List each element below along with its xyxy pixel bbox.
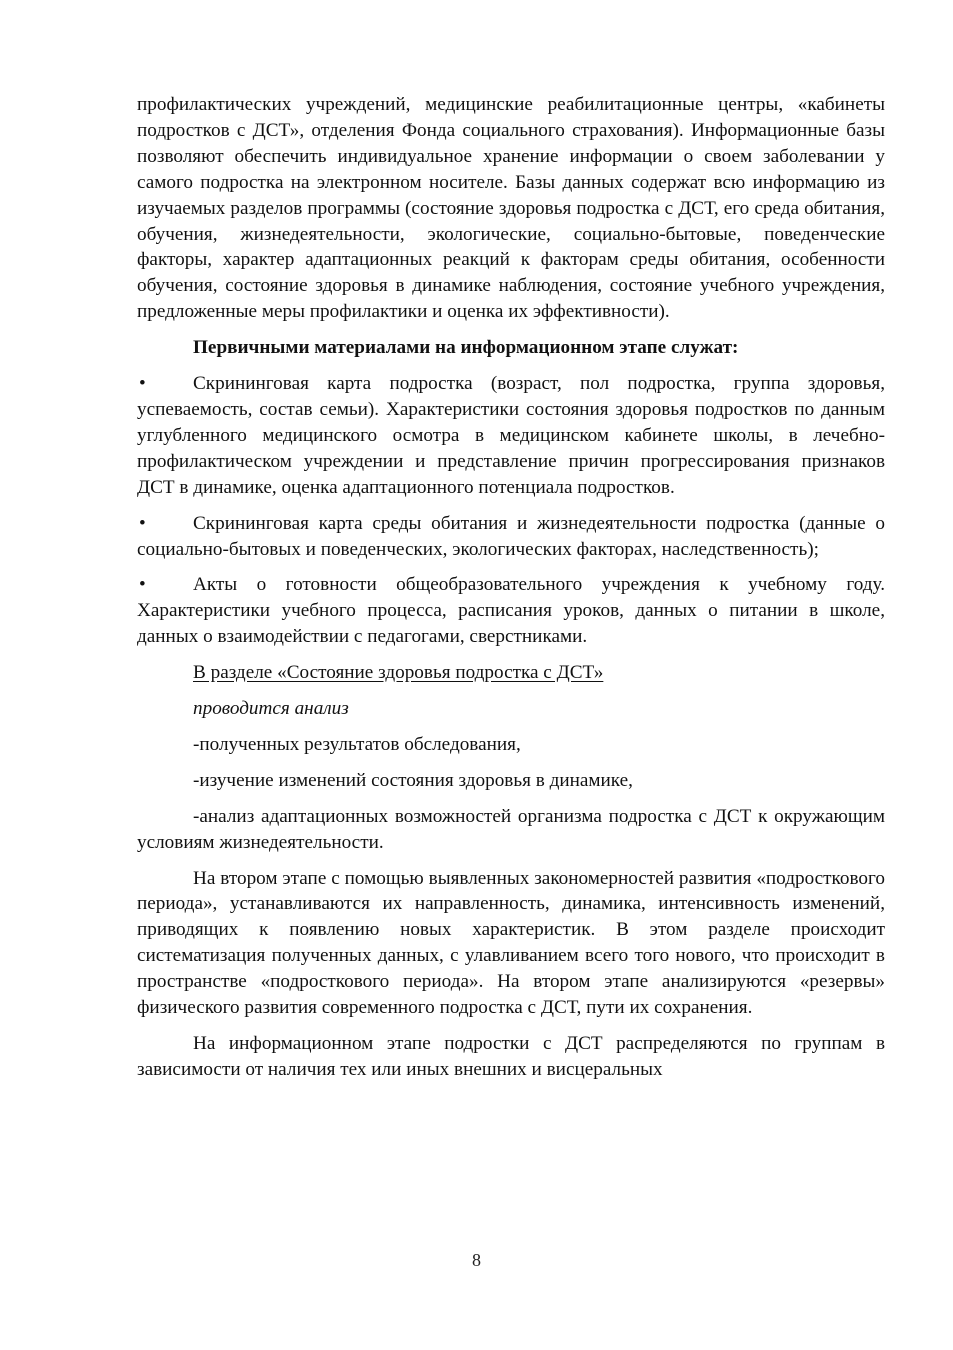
list-item-text: Акты о готовности общеобразовательного учреждения к учебному году. Характеристики учебного процесса, расписания уроков, данных о питании в школе, данных о взаимодействии с педагогами, сверстниками. [137,574,885,648]
bullet-marker: • [139,373,146,395]
analysis-item: -изучение изменений состояния здоровья в динамике, [193,769,633,791]
bullet-marker: • [139,574,146,596]
analysis-item: -анализ адаптационных возможностей организма подростка с ДСТ к окружающим условиям жизнедеятельности. [137,805,885,853]
section-heading: Первичными материалами на информационном этапе служат: [193,337,739,359]
subsection-title [137,660,885,686]
paragraph-second-stage: На втором этапе с помощью выявленных закономерностей развития «подросткового периода», устанавливаются их направленность, динамика, интенсивность изменений, приводящих к появлению новых характеристик. В этом разделе происходит систематизация полученных данных, с улавливанием всего того нового, что происходит в пространстве «подросткового периода». На втором этапе анализируются «резервы» физического развития современного подростка с ДСТ, пути их сохранения. [137,867,885,1019]
paragraph-intro: профилактических учреждений, медицинские реабилитационные центры, «кабинеты подростков с ДСТ», отделения Фонда социального страхования). Информационные базы позволяют обеспечить индивидуальное хранение информации о своем заболевании у самого подростка на электронном носителе. Базы данных содержат всю информацию из изучаемых разделов программы (состояние здоровья подростка с ДСТ, его среда обитания, обучения, жизнедеятельности, экологические, социально-бытовые, поведенческие факторы, характер адаптационных реакций к факторам среды обитания, особенности обучения, состояние здоровья в динамике наблюдения, состояние учебного учреждения, предложенные меры профилактики и оценка их эффективности). [137,94,885,323]
list-item [137,371,885,501]
subsection-title-text: В разделе «Состояние здоровья подростка с ДСТ» [193,662,604,684]
list-item [137,572,885,650]
bullet-marker: • [139,512,146,534]
list-item-text: Скрининговая карта подростка (возраст, пол подростка, группа здоровья, успеваемость, состав семьи). Характеристики состояния здоровья подростков по данным углубленного медицинского осмотра в медицинском кабинете школы, в лечебно-профилактическом учреждении и представление причин прогрессирования признаков ДСТ в динамике, оценка адаптационного потенциала подростков. [137,373,885,498]
list-item-text: Скрининговая карта среды обитания и жизнедеятельности подростка (данные о социально-бытовых и поведенческих, экологических факторах, наследственность); [137,512,885,560]
analysis-intro: проводится анализ [193,698,349,720]
page-number: 8 [472,1250,481,1270]
page-body [137,92,885,1083]
analysis-item: -полученных результатов обследования, [193,733,521,755]
paragraph-information-stage: На информационном этапе подростки с ДСТ распределяются по группам в зависимости от наличия тех или иных внешних и висцеральных [137,1033,885,1080]
list-item [137,511,885,563]
